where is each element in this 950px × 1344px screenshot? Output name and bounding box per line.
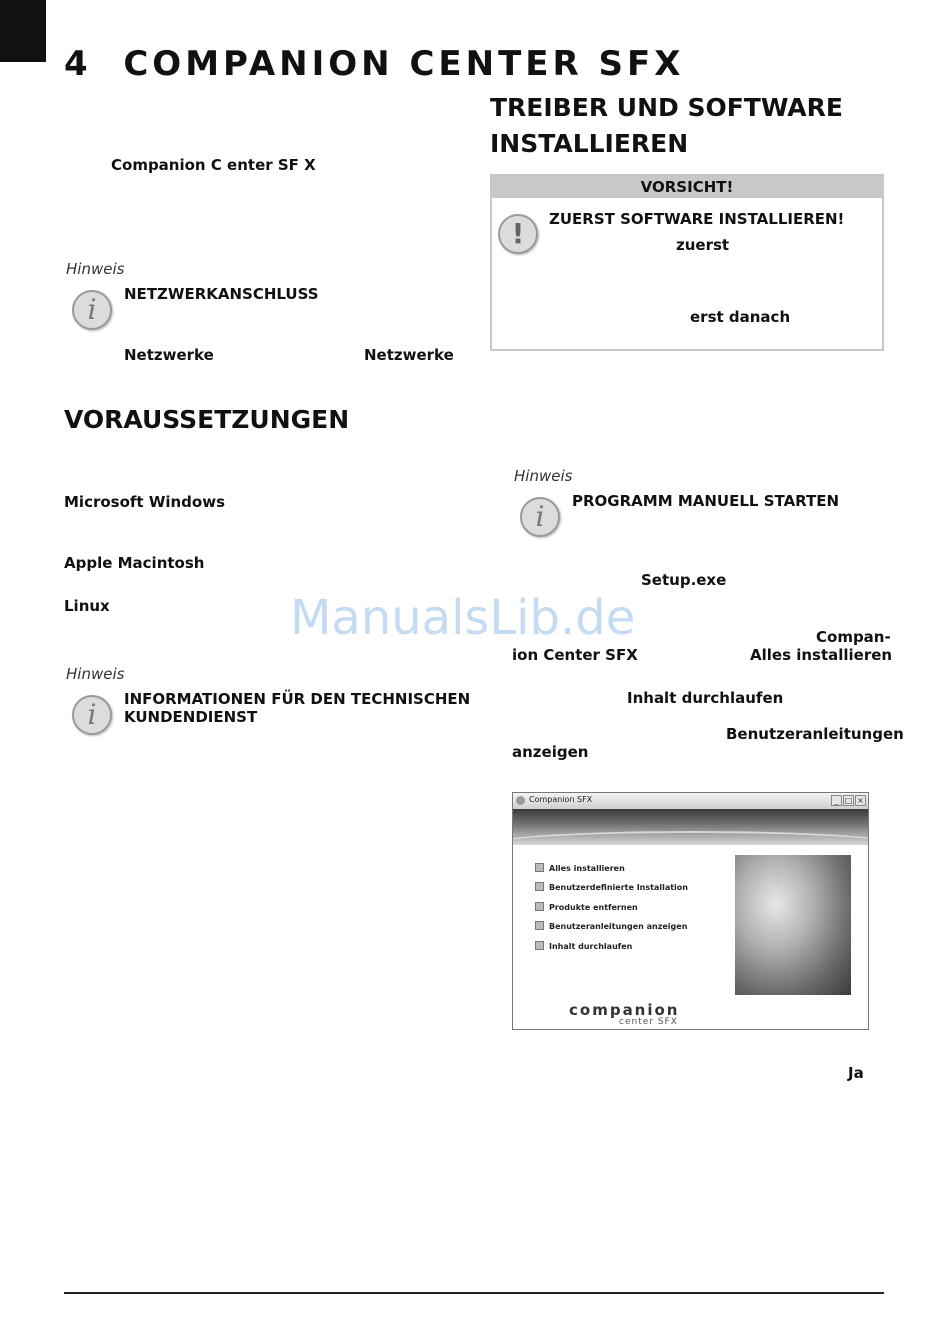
menu-benutzeranleitungen-anzeigen[interactable]: Benutzeranleitungen anzeigen [535, 921, 687, 931]
req-mac: Apple Macintosh [64, 554, 205, 572]
exclamation-icon: ! [498, 214, 538, 254]
menu-bullet-icon [535, 902, 544, 911]
info-icon: i [72, 695, 112, 735]
note2-title-line1: INFORMATIONEN FÜR DEN TECHNISCHEN [124, 690, 471, 708]
ja-text: Ja [848, 1064, 864, 1082]
people-photo [735, 855, 851, 995]
warning-box [490, 174, 884, 351]
window-title: Companion SFX [529, 795, 593, 804]
note3-title: PROGRAMM MANUELL STARTEN [572, 492, 840, 510]
ion-center-text: ion Center SFX [512, 646, 638, 664]
installer-banner [513, 809, 868, 845]
menu-inhalt-durchlaufen[interactable]: Inhalt durchlaufen [535, 941, 632, 951]
maximize-icon[interactable]: □ [844, 796, 853, 805]
app-icon [516, 796, 525, 805]
warning-bold-a: zuerst [676, 236, 730, 254]
chapter-heading [64, 44, 684, 84]
warning-bold-b: erst danach [690, 308, 791, 326]
info-icon: i [520, 497, 560, 537]
banner-wave [512, 831, 869, 857]
req-linux: Linux [64, 597, 110, 615]
note2-title-line2: KUNDENDIENST [124, 708, 258, 726]
note1-title: NETZWERKANSCHLUSS [124, 285, 319, 303]
menu-produkte-entfernen[interactable]: Produkte entfernen [535, 902, 638, 912]
note2-label: Hinweis [66, 665, 125, 683]
info-icon: i [72, 290, 112, 330]
requirements-heading: VORAUSSETZUNGEN [64, 405, 350, 434]
note3-label: Hinweis [514, 467, 573, 485]
menu-bullet-icon [535, 941, 544, 950]
menu-bullet-icon [535, 921, 544, 930]
menu-benutzerdefinierte-installation[interactable]: Benutzerdefinierte Installation [535, 882, 688, 892]
chapter-number: 4 [64, 44, 92, 84]
req-windows: Microsoft Windows [64, 493, 226, 511]
close-icon[interactable]: × [855, 795, 866, 806]
chapter-tab-marker [0, 0, 46, 62]
installer-screenshot [512, 792, 869, 1030]
warning-title: ZUERST SOFTWARE INSTALLIEREN! [549, 210, 845, 228]
minimize-icon[interactable]: _ [831, 795, 842, 806]
footer-divider [64, 1292, 884, 1294]
window-titlebar [513, 793, 868, 810]
menu-alles-installieren[interactable]: Alles installieren [535, 863, 625, 873]
note1-bold-b: Netzwerke [364, 346, 454, 364]
watermark: ManualsLib.de [290, 590, 636, 646]
companion-logo-sub: center SFX [619, 1017, 678, 1027]
benutzeranleitungen-text: Benutzeranleitungen [726, 725, 904, 743]
menu-bullet-icon [535, 863, 544, 872]
note1-label: Hinweis [66, 260, 125, 278]
anzeigen-text: anzeigen [512, 743, 589, 761]
chapter-title: COMPANION CENTER SFX [123, 44, 685, 84]
note1-bold-a: Netzwerke [124, 346, 214, 364]
compan-text: Compan- [816, 628, 891, 646]
drivers-heading-line2: INSTALLIEREN [490, 129, 689, 158]
warning-header: VORSICHT! [492, 176, 882, 198]
menu-bullet-icon [535, 882, 544, 891]
intro-product-name: Companion C enter SF X [111, 156, 316, 174]
drivers-heading-line1: TREIBER UND SOFTWARE [490, 93, 843, 122]
companion-logo: companion [569, 1001, 680, 1019]
alles-installieren-text: Alles installieren [750, 646, 893, 664]
inhalt-durchlaufen-text: Inhalt durchlaufen [627, 689, 784, 707]
setup-exe: Setup.exe [641, 571, 727, 589]
